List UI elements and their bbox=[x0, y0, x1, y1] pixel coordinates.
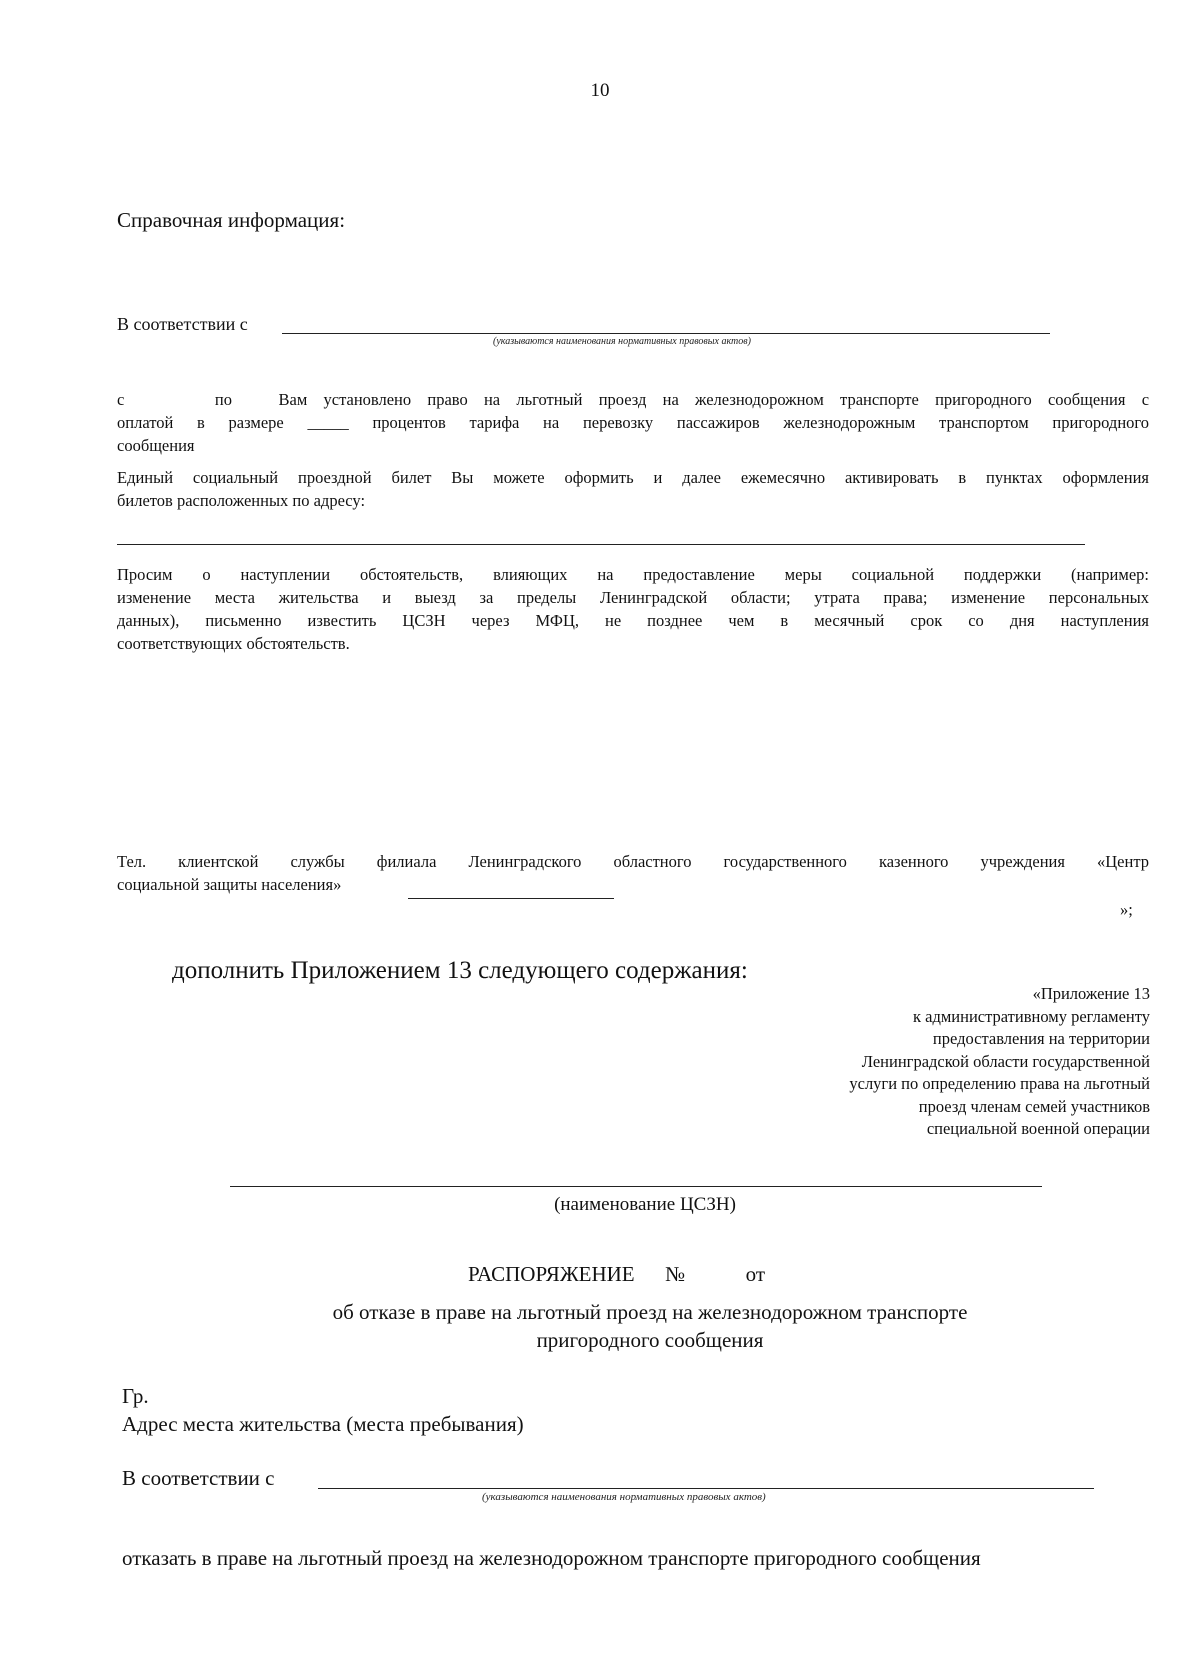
phone-paragraph bbox=[117, 850, 1149, 896]
appendix-line: «Приложение 13 bbox=[1032, 984, 1150, 1003]
notice-line-2: изменение места жительства и выезд за пределы Ленинградской области; утрата права; изменение персональных bbox=[117, 588, 1149, 607]
acts-caption: (указываются наименования нормативных правовых актов) bbox=[493, 336, 751, 347]
notice-line-4: соответствующих обстоятельств. bbox=[117, 634, 350, 653]
ticket-line-2: билетов расположенных по адресу: bbox=[117, 491, 366, 510]
notice-line-3: данных), письменно известить ЦСЗН через МФЦ, не позднее чем в месячный срок со дня наступления bbox=[117, 611, 1149, 630]
org-caption: (наименование ЦСЗН) bbox=[554, 1194, 736, 1215]
payment-suffix: процентов тарифа на перевозку пассажиров железнодорожным транспортом пригородного bbox=[372, 413, 1150, 432]
order-in-accordance-label: В соответствии с bbox=[122, 1466, 275, 1490]
from-label: с bbox=[117, 390, 125, 409]
order-from-word: от bbox=[745, 1262, 766, 1286]
right-paragraph bbox=[117, 388, 1149, 457]
reference-title: Справочная информация: bbox=[117, 208, 346, 232]
phone-fill-line bbox=[408, 898, 614, 899]
appendix-header bbox=[849, 983, 1150, 1141]
order-acts-fill-line bbox=[318, 1488, 1094, 1489]
address-label: Адрес места жительства (места пребывания) bbox=[122, 1412, 524, 1436]
order-number-sign: № bbox=[665, 1262, 686, 1286]
phone-line-1: Тел. клиентской службы филиала Ленинградского областного государственного казенного учреждения «Центр bbox=[117, 852, 1149, 871]
appendix-line: услуги по определению права на льготный bbox=[849, 1074, 1150, 1093]
decision-text: отказать в праве на льготный проезд на железнодорожном транспорте пригородного сообщения bbox=[122, 1546, 981, 1570]
page-number: 10 bbox=[590, 80, 610, 101]
appendix-line: специальной военной операции bbox=[926, 1119, 1150, 1138]
order-title-word: РАСПОРЯЖЕНИЕ bbox=[468, 1262, 635, 1286]
in-accordance-label: В соответствии с bbox=[117, 314, 248, 334]
order-subtitle bbox=[0, 1298, 1200, 1354]
communication-word: сообщения bbox=[117, 436, 195, 455]
citizen-label: Гр. bbox=[122, 1384, 149, 1408]
amendment-text: дополнить Приложением 13 следующего содержания: bbox=[172, 957, 748, 984]
to-label: по bbox=[214, 390, 232, 409]
order-title bbox=[468, 1262, 765, 1287]
ticket-line-1: Единый социальный проездной билет Вы можете оформить и далее ежемесячно активировать в пунктах оформления bbox=[117, 468, 1149, 487]
order-subtitle-line-2: пригородного сообщения bbox=[536, 1328, 764, 1352]
order-subtitle-line-1: об отказе в праве на льготный проезд на железнодорожном транспорте bbox=[332, 1300, 968, 1324]
order-acts-caption: (указываются наименования нормативных правовых актов) bbox=[482, 1491, 766, 1503]
payment-blank: _____ bbox=[307, 413, 349, 432]
payment-prefix: оплатой в размере bbox=[117, 413, 284, 432]
org-name-line bbox=[230, 1186, 1042, 1187]
appendix-line: предоставления на территории bbox=[932, 1029, 1150, 1048]
phone-line-2: социальной защиты населения» bbox=[117, 875, 342, 894]
appendix-line: к административному регламенту bbox=[913, 1006, 1150, 1026]
appendix-line: Ленинградской области государственной bbox=[861, 1051, 1150, 1071]
closing-quote: »; bbox=[1120, 900, 1133, 919]
right-text-1: Вам установлено право на льготный проезд на железнодорожном транспорте пригородного сообщения с bbox=[278, 390, 1150, 409]
appendix-line: проезд членам семей участников bbox=[918, 1096, 1150, 1116]
ticket-paragraph bbox=[117, 466, 1149, 512]
notice-paragraph bbox=[117, 563, 1149, 655]
acts-fill-line bbox=[282, 333, 1050, 334]
notice-line-1: Просим о наступлении обстоятельств, влияющих на предоставление меры социальной поддержки (например: bbox=[117, 565, 1149, 584]
address-fill-line bbox=[117, 544, 1085, 545]
